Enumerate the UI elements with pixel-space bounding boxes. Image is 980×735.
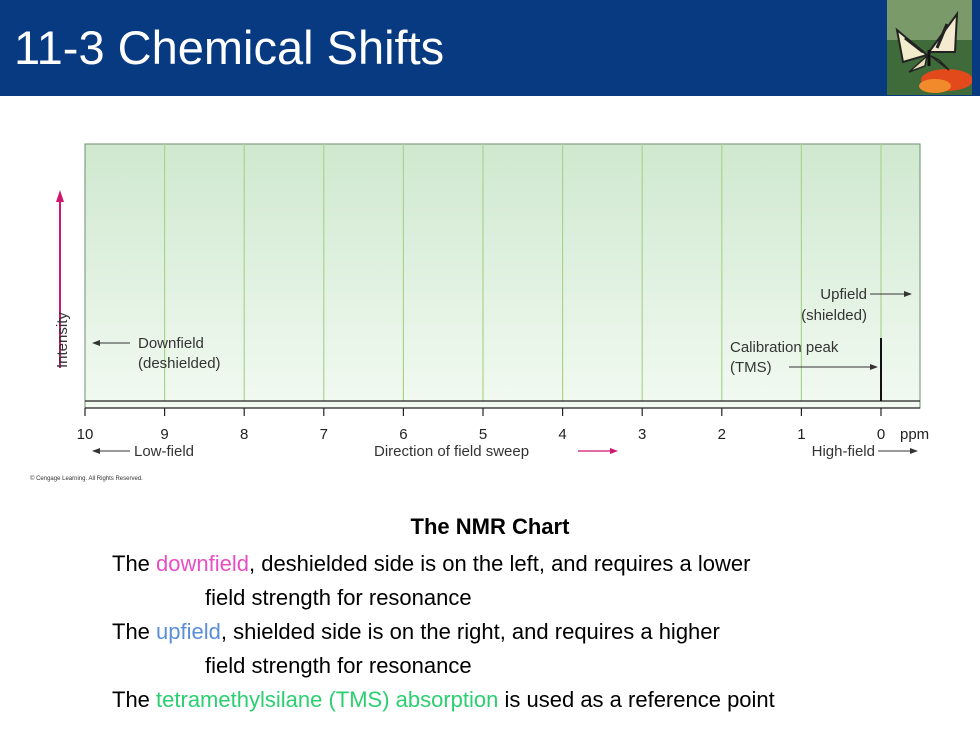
caption-line-4: field strength for resonance — [205, 653, 472, 678]
caption-line-1 — [112, 551, 750, 577]
sweep-label: Direction of field sweep — [374, 443, 530, 460]
tick-label-5: 5 — [478, 426, 488, 443]
caption-line-3 — [112, 619, 720, 645]
tick-label-7: 7 — [319, 426, 328, 443]
upfield-highlight: upfield — [156, 619, 221, 644]
low-field-label: Low-field — [134, 443, 195, 460]
caption-line-5 — [112, 687, 775, 713]
caption-text: , deshielded side is on the left, and requires a lower — [248, 551, 751, 576]
caption-text: , shielded side is on the right, and requires a higher — [220, 619, 720, 644]
butterfly-icon — [887, 0, 972, 95]
upfield-label: Upfield — [820, 286, 867, 303]
tick-labels — [77, 426, 886, 443]
slide-title: 11-3 Chemical Shifts — [14, 21, 445, 74]
caption-text: The — [112, 551, 157, 576]
nmr-chart-svg — [0, 110, 980, 490]
tick-label-0: 0 — [876, 426, 886, 443]
shielded-label: (shielded) — [801, 307, 867, 324]
caption-text: is used as a reference point — [498, 687, 775, 712]
tick-label-2: 2 — [717, 426, 726, 443]
sweep-arrow-head-icon — [610, 448, 618, 454]
nmr-chart-figure — [0, 110, 980, 490]
intensity-arrow-head-icon — [56, 190, 64, 202]
tick-label-3: 3 — [638, 426, 647, 443]
downfield-highlight: downfield — [156, 551, 249, 576]
deshielded-label: (deshielded) — [138, 355, 221, 372]
intensity-label: Intensity — [54, 312, 71, 368]
tick-label-9: 9 — [160, 426, 169, 443]
tms-label: (TMS) — [730, 359, 772, 376]
tick-label-8: 8 — [240, 426, 249, 443]
tick-label-4: 4 — [558, 426, 567, 443]
low-field-arrow-head-icon — [92, 448, 100, 454]
tick-label-10: 10 — [76, 426, 94, 443]
caption-title: The NMR Chart — [410, 514, 570, 539]
tick-label-1: 1 — [797, 426, 806, 443]
caption-text: The — [112, 619, 157, 644]
downfield-label: Downfield — [138, 335, 204, 352]
unit-label: ppm — [900, 426, 930, 443]
tick-marks — [85, 408, 881, 416]
high-field-label: High-field — [811, 443, 875, 460]
tms-highlight: tetramethylsilane (TMS) absorption — [156, 687, 499, 712]
caption-text: The — [112, 687, 157, 712]
high-field-arrow-head-icon — [910, 448, 918, 454]
tick-label-6: 6 — [399, 426, 408, 443]
copyright-label: © Cengage Learning. All Rights Reserved. — [30, 476, 143, 482]
caption-line-2: field strength for resonance — [205, 585, 472, 610]
title-bar — [0, 0, 980, 96]
calibration-label: Calibration peak — [730, 339, 839, 356]
